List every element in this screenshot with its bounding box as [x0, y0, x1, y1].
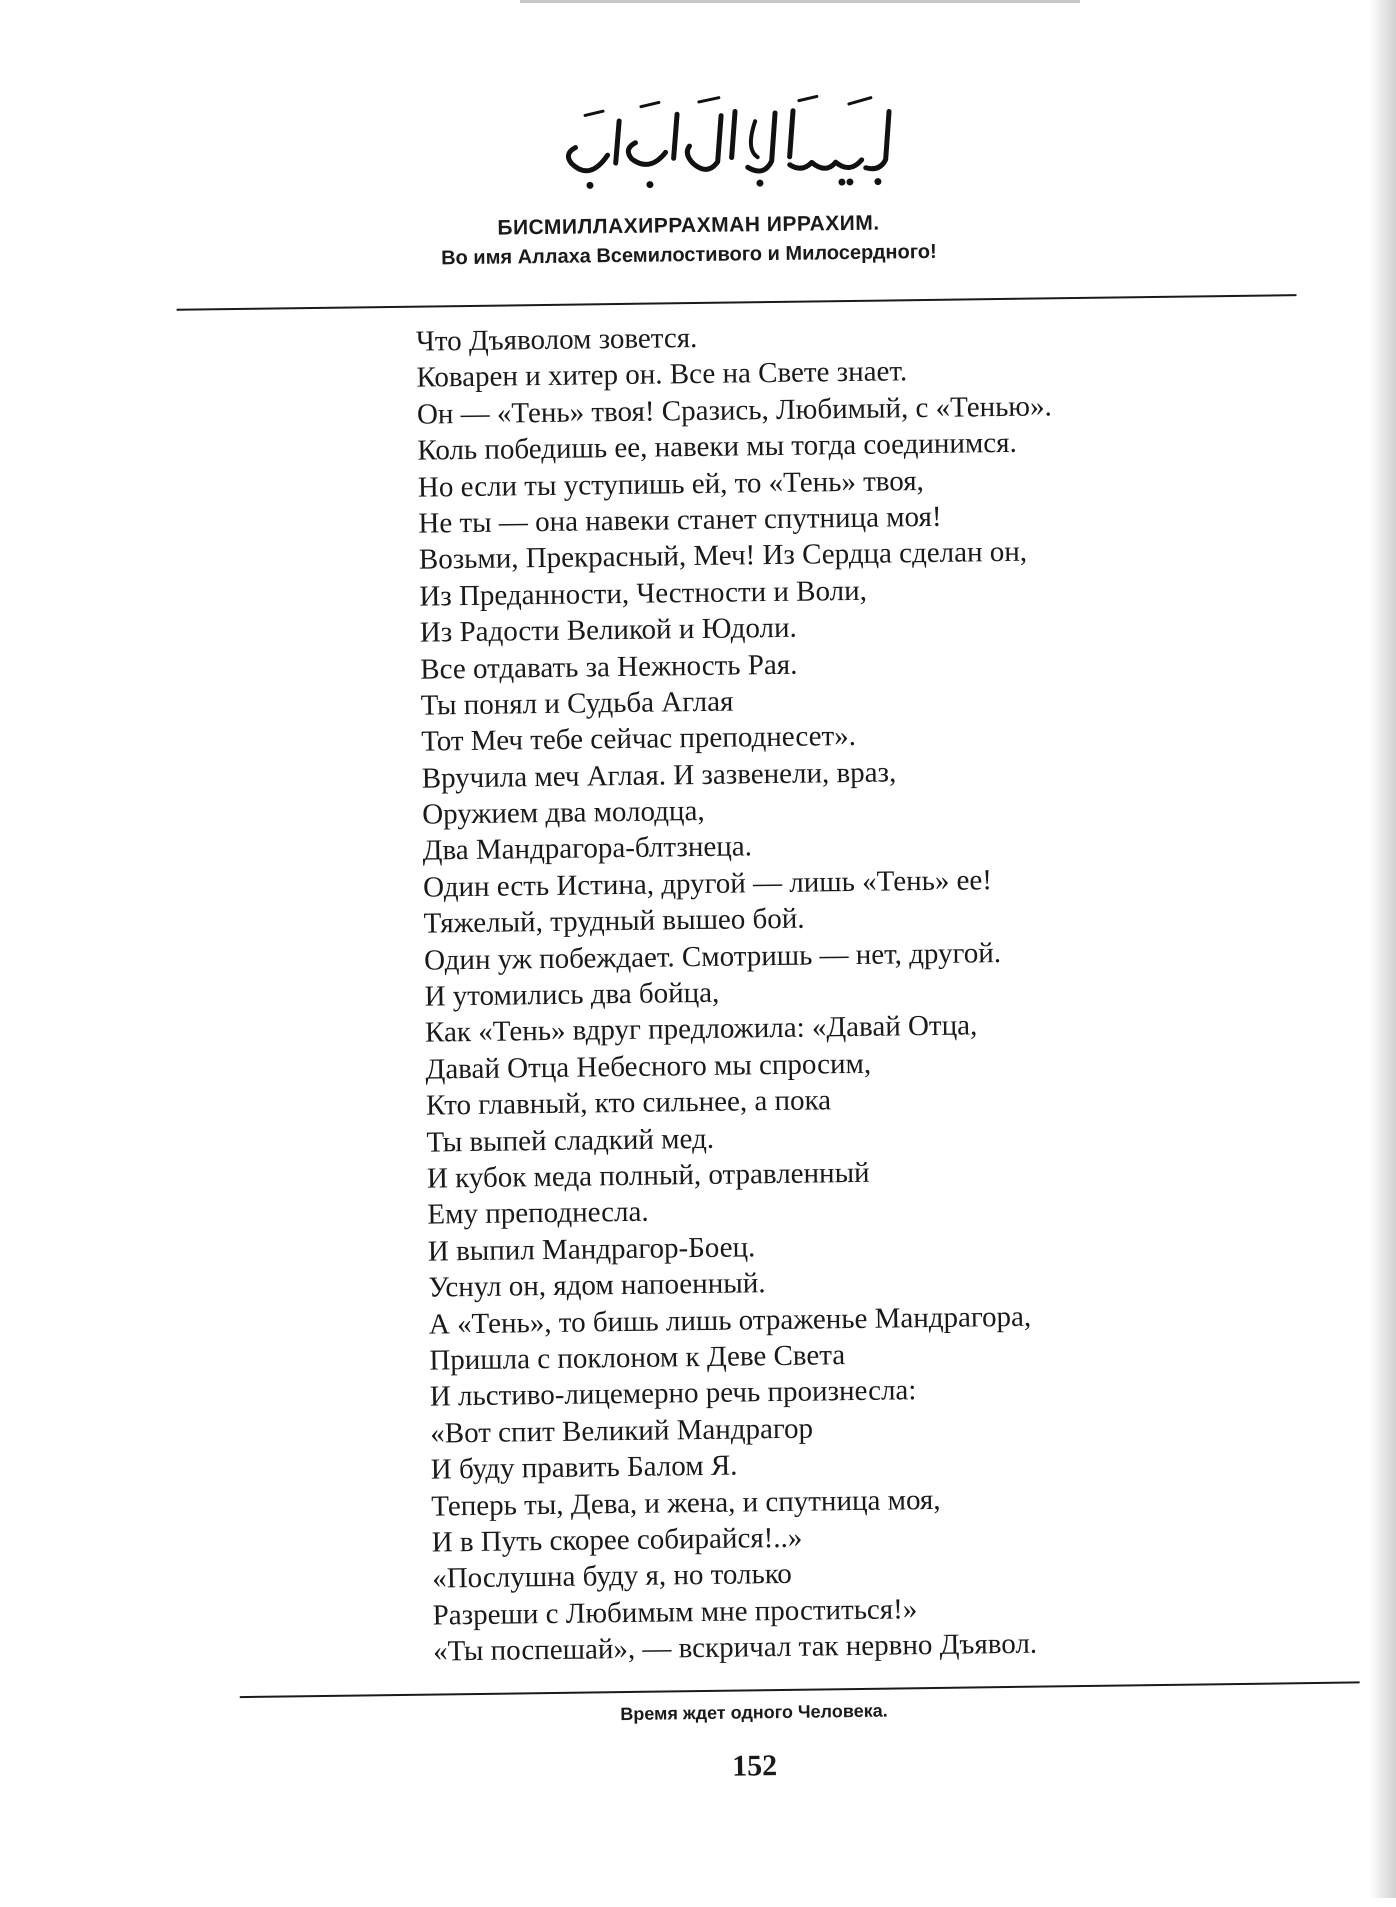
- poem-line: Все отдавать за Нежность Рая.: [420, 648, 798, 686]
- bismillah-calligraphy-icon: [549, 89, 910, 194]
- poem-line: И выпил Мандрагор-Боец.: [427, 1231, 756, 1268]
- poem-line: Тяжелый, трудный вышео бой.: [423, 902, 805, 940]
- poem-line: «Ты поспешай», — вскричал так нервно Дъявол.: [432, 1627, 1038, 1668]
- header-title: БИСМИЛЛАХИРРАХМАН ИРРАХИМ.: [497, 211, 880, 240]
- poem-line: И кубок меда полный, отравленный: [426, 1156, 870, 1195]
- poem-line: «Послушна буду я, но только: [431, 1558, 793, 1595]
- poem-line: Разреши с Любимым мне проститься!»: [432, 1592, 918, 1632]
- poem-line: Пришла с поклоном к Деве Света: [429, 1339, 846, 1377]
- poem-line: И буду править Балом Я.: [430, 1449, 738, 1486]
- poem-line: Из Радости Великой и Юдоли.: [419, 611, 798, 649]
- page-number: 152: [731, 1749, 778, 1783]
- poem-line: Не ты — она навеки станет спутница моя!: [418, 500, 942, 540]
- scan-edge-shadow: [1370, 0, 1396, 1898]
- poem-line: Как «Тень» вдруг предложила: «Давай Отца,: [424, 1009, 978, 1050]
- poem-line: Тот Меч тебе сейчас преподнесет».: [421, 720, 857, 758]
- poem-text: [416, 312, 1334, 1670]
- footer-divider: [240, 1681, 1360, 1698]
- poem-line: Ты понял и Судьба Аглая: [420, 685, 734, 722]
- poem-line: Но если ты уступишь ей, то «Тень» твоя,: [417, 464, 925, 504]
- poem-line: Возьми, Прекрасный, Меч! Из Сердца сделан он,: [418, 536, 1028, 576]
- header-subtitle: Во имя Аллаха Всемилостивого и Милосердного!: [440, 240, 937, 270]
- poem-line: Два Мандрагора-блтзнеца.: [422, 830, 753, 868]
- poem-line: Коварен и хитер он. Все на Свете знает.: [416, 355, 908, 395]
- running-footer: Время ждет одного Человека.: [620, 1700, 888, 1725]
- header-divider: [177, 294, 1297, 311]
- poem-line: И в Путь скорее собирайся!..»: [431, 1521, 803, 1559]
- poem-line: И льстиво-лицемерно речь произнесла:: [429, 1374, 917, 1413]
- poem-line: Уснул он, ядом напоенный.: [428, 1267, 766, 1304]
- poem-line: Что Дъяволом зовется.: [415, 321, 698, 358]
- poem-line: Кто главный, кто сильнее, а пока: [425, 1084, 832, 1122]
- poem-line: Оружием два молодца,: [421, 795, 705, 831]
- poem-line: Теперь ты, Дева, и жена, и спутница моя,: [431, 1483, 941, 1523]
- poem-line: Один есть Истина, другой — лишь «Тень» ее!: [422, 864, 993, 904]
- poem-line: Вручила меч Аглая. И зазвенели, враз,: [421, 756, 897, 795]
- poem-line: Давай Отца Небесного мы спросим,: [425, 1047, 872, 1086]
- poem-line: Коль победишь ее, навеки мы тогда соединимся.: [417, 426, 1017, 467]
- poem-line: Из Преданности, Честности и Воли,: [419, 574, 868, 613]
- poem-line: «Вот спит Великий Мандрагор: [430, 1412, 814, 1450]
- poem-line: А «Тень», то бишь лишь отраженье Мандрагора,: [428, 1300, 1032, 1341]
- poem-line: Ему преподнесла.: [427, 1196, 649, 1231]
- poem-line: Он — «Тень» твоя! Сразись, Любимый, с «Тенью».: [416, 390, 1052, 431]
- poem-line: Ты выпей сладкий мед.: [426, 1122, 715, 1159]
- poem-line: Один уж побеждает. Смотришь — нет, другой.: [423, 936, 1002, 977]
- poem-line: И утомились два бойца,: [424, 976, 720, 1013]
